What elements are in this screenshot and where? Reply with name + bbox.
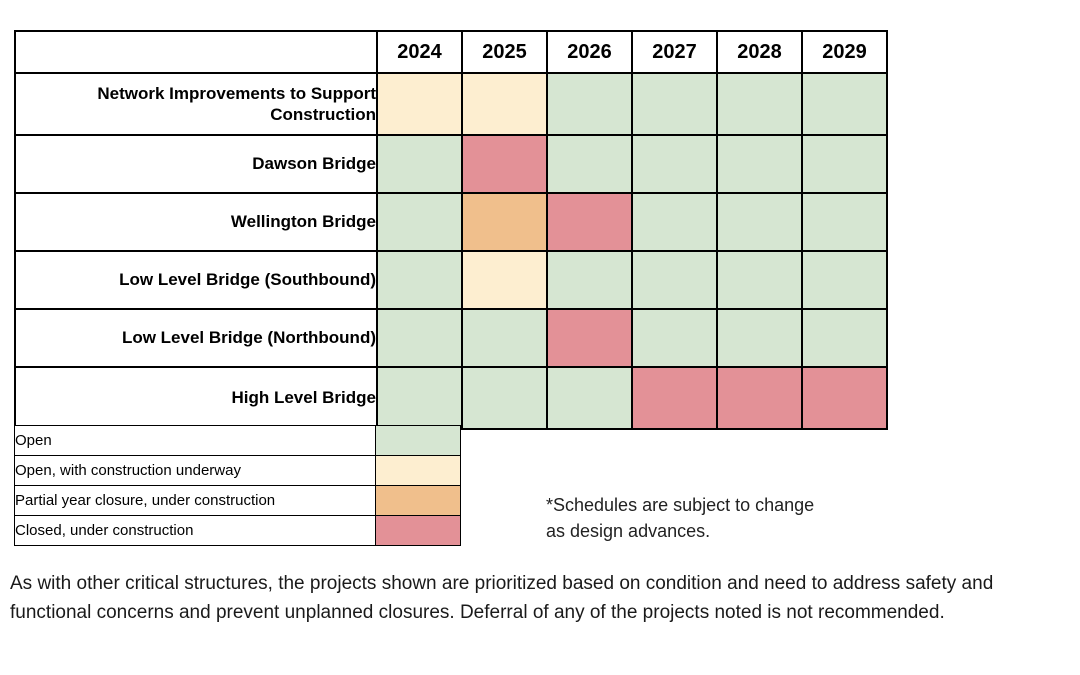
year-header-2026: 2026 — [547, 31, 632, 73]
row-label-network-improvements: Network Improvements to Support Construction — [15, 73, 377, 135]
table-row — [15, 309, 887, 367]
legend — [14, 425, 461, 546]
corner-cell — [15, 31, 377, 73]
legend-swatch-closed — [376, 516, 461, 546]
status-cell-network-improvements-2027 — [632, 73, 717, 135]
status-cell-low-level-northbound-2025 — [462, 309, 547, 367]
status-cell-low-level-southbound-2024 — [377, 251, 462, 309]
status-cell-low-level-northbound-2029 — [802, 309, 887, 367]
schedule-disclaimer-line-2: as design advances. — [546, 521, 711, 542]
status-cell-low-level-southbound-2025 — [462, 251, 547, 309]
status-cell-low-level-northbound-2027 — [632, 309, 717, 367]
status-cell-dawson-bridge-2026 — [547, 135, 632, 193]
status-cell-dawson-bridge-2024 — [377, 135, 462, 193]
schedule-table — [14, 30, 888, 430]
body-paragraph: As with other critical structures, the projects shown are prioritized based on condition and need to address safety and functional concerns and prevent unplanned closures. Deferral of any of the projects noted is not recommended. — [10, 573, 994, 623]
table-row — [15, 73, 887, 135]
legend-swatch-open-construction — [376, 456, 461, 486]
table-header-row — [15, 31, 887, 73]
row-label-high-level-bridge: High Level Bridge — [15, 367, 377, 429]
status-cell-wellington-bridge-2029 — [802, 193, 887, 251]
status-cell-high-level-bridge-2024 — [377, 367, 462, 429]
row-label-dawson-bridge: Dawson Bridge — [15, 135, 377, 193]
legend-label-open: Open — [15, 426, 376, 456]
legend-swatch-partial-closure — [376, 486, 461, 516]
legend-row-open-construction — [15, 456, 461, 486]
status-cell-wellington-bridge-2024 — [377, 193, 462, 251]
row-label-wellington-bridge: Wellington Bridge — [15, 193, 377, 251]
status-cell-network-improvements-2026 — [547, 73, 632, 135]
status-cell-dawson-bridge-2025 — [462, 135, 547, 193]
status-cell-wellington-bridge-2025 — [462, 193, 547, 251]
legend-row-partial-closure — [15, 486, 461, 516]
table-row — [15, 367, 887, 429]
legend-swatch-open — [376, 426, 461, 456]
status-cell-high-level-bridge-2025 — [462, 367, 547, 429]
legend-label-partial-closure: Partial year closure, under construction — [15, 486, 376, 516]
status-cell-high-level-bridge-2026 — [547, 367, 632, 429]
year-header-2027: 2027 — [632, 31, 717, 73]
status-cell-network-improvements-2024 — [377, 73, 462, 135]
status-cell-low-level-northbound-2024 — [377, 309, 462, 367]
schedule-disclaimer-line-1: *Schedules are subject to change — [546, 495, 815, 515]
status-cell-network-improvements-2029 — [802, 73, 887, 135]
year-header-2025: 2025 — [462, 31, 547, 73]
status-cell-low-level-southbound-2029 — [802, 251, 887, 309]
schedule-disclaimer-note — [546, 492, 966, 544]
status-cell-high-level-bridge-2028 — [717, 367, 802, 429]
bridge-schedule-matrix — [14, 30, 888, 430]
legend-label-closed: Closed, under construction — [15, 516, 376, 546]
legend-row-closed — [15, 516, 461, 546]
legend-body — [15, 426, 461, 546]
year-header-2024: 2024 — [377, 31, 462, 73]
status-cell-dawson-bridge-2028 — [717, 135, 802, 193]
status-cell-low-level-northbound-2026 — [547, 309, 632, 367]
legend-label-open-construction: Open, with construction underway — [15, 456, 376, 486]
year-header-2028: 2028 — [717, 31, 802, 73]
schedule-table-header — [15, 31, 887, 73]
schedule-table-body — [15, 73, 887, 429]
status-cell-low-level-southbound-2026 — [547, 251, 632, 309]
status-cell-wellington-bridge-2027 — [632, 193, 717, 251]
status-cell-network-improvements-2025 — [462, 73, 547, 135]
year-header-2029: 2029 — [802, 31, 887, 73]
status-cell-dawson-bridge-2029 — [802, 135, 887, 193]
status-cell-dawson-bridge-2027 — [632, 135, 717, 193]
table-row — [15, 193, 887, 251]
status-cell-low-level-southbound-2028 — [717, 251, 802, 309]
table-row — [15, 135, 887, 193]
status-cell-high-level-bridge-2029 — [802, 367, 887, 429]
status-cell-high-level-bridge-2027 — [632, 367, 717, 429]
row-label-low-level-bridge-southbound: Low Level Bridge (Southbound) — [15, 251, 377, 309]
status-cell-low-level-southbound-2027 — [632, 251, 717, 309]
legend-row-open — [15, 426, 461, 456]
status-cell-wellington-bridge-2026 — [547, 193, 632, 251]
status-cell-network-improvements-2028 — [717, 73, 802, 135]
legend-table — [14, 425, 461, 546]
status-cell-low-level-northbound-2028 — [717, 309, 802, 367]
status-cell-wellington-bridge-2028 — [717, 193, 802, 251]
table-row — [15, 251, 887, 309]
row-label-low-level-bridge-northbound: Low Level Bridge (Northbound) — [15, 309, 377, 367]
